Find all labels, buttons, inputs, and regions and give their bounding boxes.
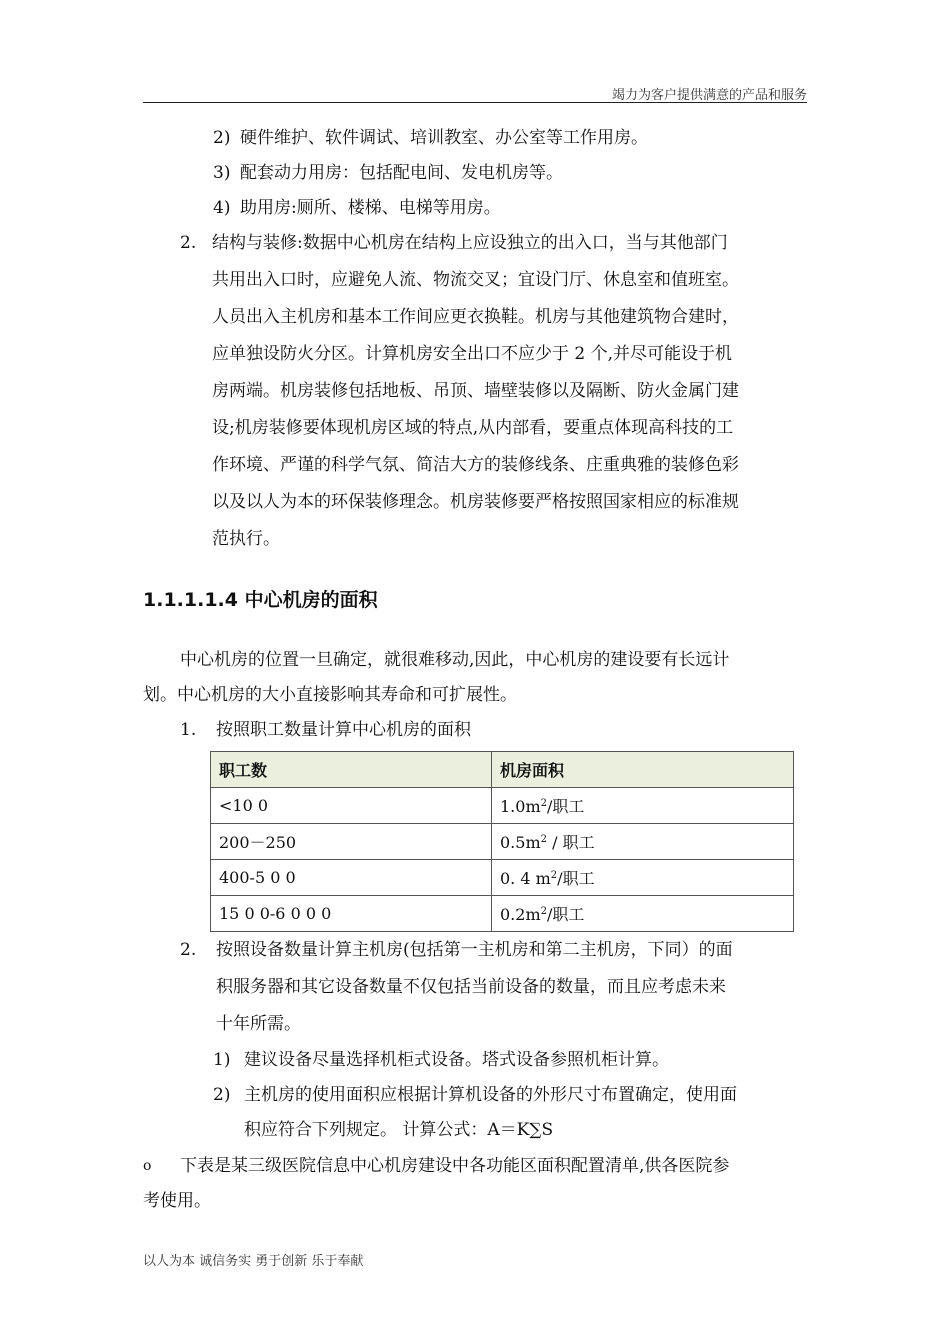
list-number: 1.	[180, 720, 197, 740]
sub-item-num: 3)	[213, 163, 231, 183]
paragraph-line: 作环境、严谨的科学气氛、简洁大方的装修线条、庄重典雅的装修色彩	[212, 455, 739, 475]
table-row	[211, 896, 794, 932]
area-cell: $1.0m^2/$职工	[492, 788, 794, 824]
area-table	[210, 751, 794, 932]
list-text: 按照设备数量计算主机房(包括第一主机房和第二主机房，下同）的面	[216, 940, 733, 960]
sub-item-text: 硬件维护、软件调试、培训教室、办公室等工作用房。	[240, 128, 648, 148]
paragraph-line: 以及以人为本的环保装修理念。机房装修要严格按照国家相应的标准规	[212, 492, 739, 512]
area-cell: 0. 4 $m^2/$职工	[492, 860, 794, 896]
column-header: 职工数	[211, 752, 492, 788]
closing-line: 下表是某三级医院信息中心机房建设中各功能区面积配置清单,供各医院参	[180, 1156, 730, 1176]
sub-item-num: 1)	[213, 1050, 231, 1070]
table-row	[211, 860, 794, 896]
sub-item-text: 助用房:厕所、楼梯、电梯等用房。	[240, 198, 501, 218]
paragraph-line: 应单独设防火分区。计算机房安全出口不应少于 2 个,并尽可能设于机	[212, 344, 733, 364]
paragraph-line: 结构与装修:数据中心机房在结构上应设独立的出入口，当与其他部门	[212, 233, 728, 253]
sub-item-text: 主机房的使用面积应根据计算机设备的外形尺寸布置确定，使用面	[244, 1085, 737, 1105]
header-slogan: 竭力为客户提供满意的产品和服务	[611, 88, 807, 103]
sub-item-text: 配套动力用房：包括配电间、发电机房等。	[240, 163, 563, 183]
intro-line: 划。中心机房的大小直接影响其寿命和可扩展性。	[143, 685, 517, 705]
table-header-row	[211, 752, 794, 788]
column-header: 机房面积	[492, 752, 794, 788]
staff-count-cell: 15 0 0-6 0 0 0	[211, 896, 492, 932]
sub-item-num: 4)	[213, 198, 231, 218]
list-number: 2.	[180, 233, 197, 253]
list-text: 积服务器和其它设备数量不仅包括当前设备的数量，而且应考虑未来	[216, 977, 726, 997]
intro-line: 中心机房的位置一旦确定，就很难移动,因此，中心机房的建设要有长远计	[180, 650, 730, 670]
paragraph-line: 共用出入口时，应避免人流、物流交叉；宜设门厅、休息室和值班室。	[212, 270, 739, 290]
area-cell: $0.5m^2$ / 职工	[492, 824, 794, 860]
staff-count-cell: 400-5 0 0	[211, 860, 492, 896]
staff-count-cell: 200－250	[211, 824, 492, 860]
sub-item-num: 2)	[213, 128, 231, 148]
sub-item-text: 积应符合下列规定。 计算公式：A＝K∑S	[244, 1120, 554, 1140]
table-row	[211, 788, 794, 824]
paragraph-line: 范执行。	[212, 529, 280, 549]
section-heading: 1.1.1.1.4 中心机房的面积	[143, 589, 378, 611]
page-header	[143, 82, 807, 103]
page-footer: 以人为本 诚信务实 勇于创新 乐于奉献	[143, 1254, 364, 1269]
list-number: 2.	[180, 940, 197, 960]
sub-item-num: 2)	[213, 1085, 231, 1105]
staff-count-cell: <10 0	[211, 788, 492, 824]
bullet-marker: o	[143, 1158, 152, 1174]
sub-item-text: 建议设备尽量选择机柜式设备。塔式设备参照机柜计算。	[244, 1050, 669, 1070]
paragraph-line: 设;机房装修要体现机房区域的特点,从内部看，要重点体现高科技的工	[212, 418, 734, 438]
area-cell: $0.2m^2/$职工	[492, 896, 794, 932]
paragraph-line: 人员出入主机房和基本工作间应更衣换鞋。机房与其他建筑物合建时，	[212, 307, 739, 327]
paragraph-line: 房两端。机房装修包括地板、吊顶、墙壁装修以及隔断、防火金属门建	[212, 381, 739, 401]
list-text: 按照职工数量计算中心机房的面积	[216, 720, 471, 740]
closing-line: 考使用。	[143, 1191, 211, 1211]
table-row	[211, 824, 794, 860]
list-text: 十年所需。	[216, 1014, 301, 1034]
